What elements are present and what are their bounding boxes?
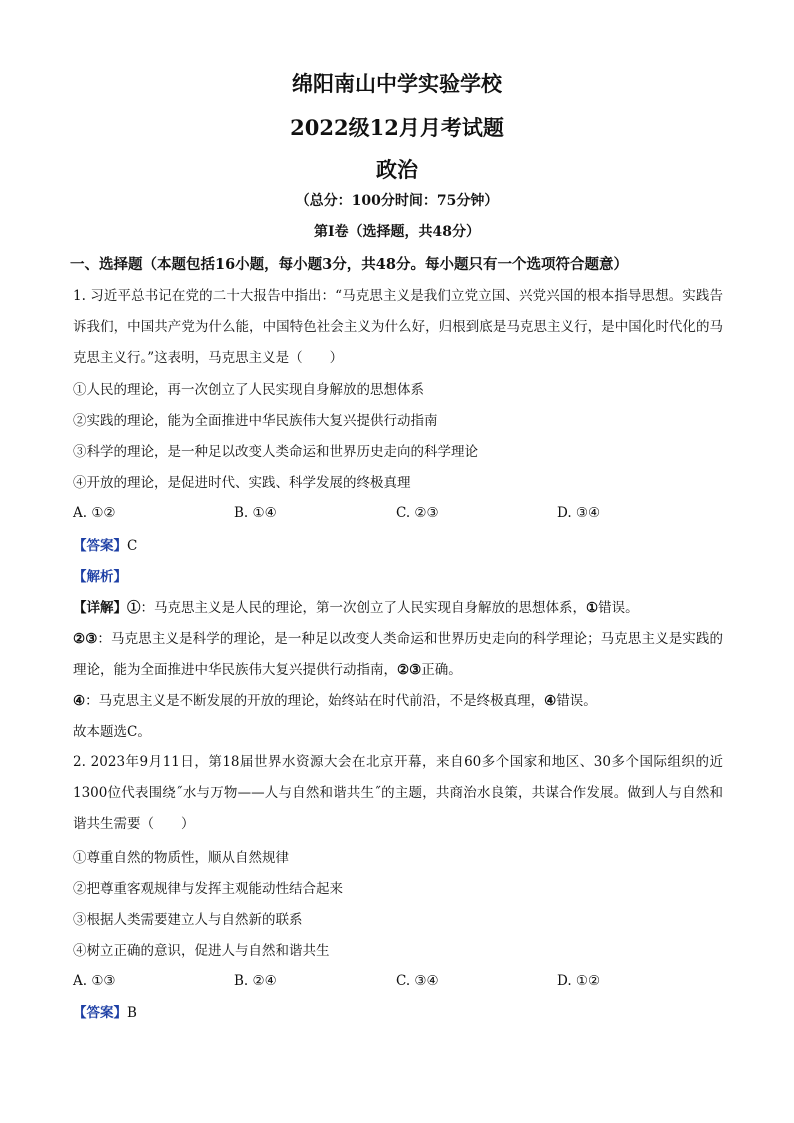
exam-title: 2022级12月月考试题 (290, 115, 504, 140)
subject-title: 政治 (376, 157, 418, 182)
q2-item-2: ②把尊重客观规律与发挥主观能动性结合起来 (73, 881, 343, 897)
q1-option-d: D. ③④ (557, 505, 601, 521)
q1-option-a: A. ①② (73, 505, 116, 521)
q1-item-3: ③科学的理论，是一种足以改变人类命运和世界历史走向的科学理论 (73, 444, 478, 460)
section-heading: 一、选择题（本题包括16小题，每小题3分，共48分。每小题只有一个选项符合题意） (70, 256, 628, 273)
analysis-label: 【解析】 (73, 569, 127, 585)
detail-mark: ④ (73, 693, 86, 709)
q1-item-2: ②实践的理论，能为全面推进中华民族伟大复兴提供行动指南 (73, 413, 438, 429)
school-title: 绵阳南山中学实验学校 (292, 71, 502, 96)
q2-item-4: ④树立正确的意识，促进人与自然和谐共生 (73, 943, 330, 959)
q1-option-b: B. ①④ (234, 505, 277, 521)
detail-text: ：马克思主义是人民的理论，第一次创立了人民实现自身解放的思想体系， (140, 600, 586, 616)
answer-value: C (127, 538, 138, 554)
q2-option-a: A. ①③ (73, 973, 116, 989)
q2-option-c: C. ③④ (396, 973, 439, 989)
detail-label: 【详解】 (73, 600, 127, 616)
detail-end: 错误。 (598, 600, 639, 616)
q1-detail-1 (73, 598, 639, 618)
detail-text: ：马克思主义是科学的理论，是一种足以改变人类命运和世界历史走向的科学理论；马克思主义是实践的理论，能为全面推进中华民族伟大复兴提供行动指南， (73, 631, 723, 678)
detail-mark: ① (127, 600, 141, 616)
answer-label: 【答案】 (73, 538, 127, 554)
q1-answer (73, 536, 137, 556)
q1-stem: 1. 习近平总书记在党的二十大报告中指出：“马克思主义是我们立党立国、兴党兴国的根本指导思想。实践告诉我们，中国共产党为什么能，中国特色社会主义为什么好，归根到底是马克思主义行，是中国化时代化的马克思主义行。”这表明，马克思主义是（ ） (73, 288, 723, 366)
q2-option-d: D. ①② (557, 973, 601, 989)
q1-conclusion: 故本题选C。 (73, 724, 151, 740)
detail-end-mark: ④ (544, 693, 557, 709)
q1-analysis-label (73, 567, 127, 587)
detail-end: 错误。 (556, 693, 597, 709)
q2-item-1: ①尊重自然的物质性，顺从自然规律 (73, 850, 289, 866)
q2-stem: 2. 2023年9月11日，第18届世界水资源大会在北京开幕，来自60多个国家和地区、30多个国际组织的近1300位代表围绕˝水与万物——人与自然和谐共生˝的主题，共商治水良策，共谋合作发展。做到人与自然和谐共生需要（ ） (73, 754, 723, 832)
volume-title: 第Ⅰ卷（选择题，共48分） (313, 224, 481, 240)
answer-label: 【答案】 (73, 1005, 127, 1021)
answer-value: B (127, 1005, 137, 1021)
q2-item-3: ③根据人类需要建立人与自然新的联系 (73, 912, 303, 928)
q2-answer (73, 1003, 137, 1023)
q2-option-b: B. ②④ (234, 973, 277, 989)
exam-info: （总分：100分时间：75分钟） (295, 193, 499, 209)
detail-end-mark: ① (586, 600, 599, 616)
detail-text: ：马克思主义是不断发展的开放的理论，始终站在时代前沿，不是终极真理， (85, 693, 545, 709)
q1-detail-3 (73, 691, 597, 711)
q1-item-1: ①人民的理论，再一次创立了人民实现自身解放的思想体系 (73, 382, 424, 398)
q1-option-c: C. ②③ (396, 505, 439, 521)
detail-end-mark: ②③ (397, 662, 422, 678)
detail-mark: ②③ (73, 631, 98, 647)
q1-detail-2 (73, 624, 723, 686)
q1-item-4: ④开放的理论，是促进时代、实践、科学发展的终极真理 (73, 475, 411, 491)
detail-end: 正确。 (421, 662, 462, 678)
